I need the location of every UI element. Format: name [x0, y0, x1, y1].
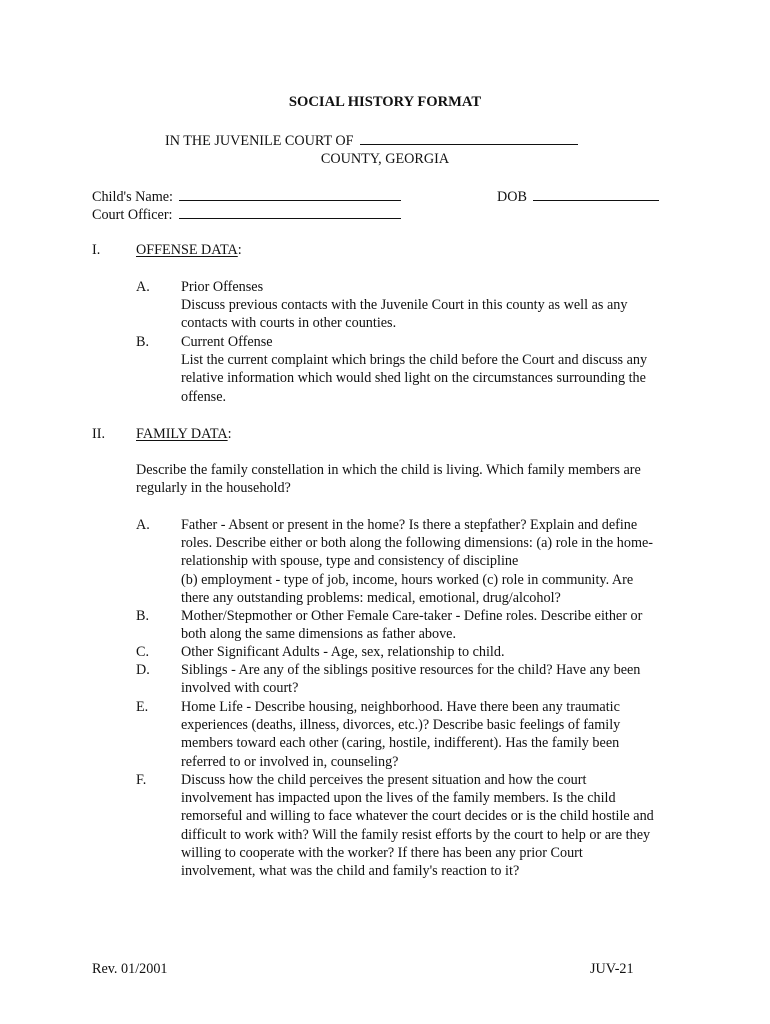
- court-officer-label: Court Officer:: [92, 207, 173, 223]
- item-line: involvement, what was the child and family's reaction to it?: [181, 863, 520, 880]
- court-officer-blank[interactable]: [179, 205, 401, 219]
- item-line: relationship with spouse, type and consistency of discipline: [181, 553, 519, 570]
- child-name-label: Child's Name:: [92, 189, 173, 205]
- section-2-item-d-letter: D.: [136, 662, 150, 678]
- item-line: involvement has impacted upon the lives of the family members. Is the child: [181, 790, 616, 807]
- item-line: relative information which would shed light on the circumstances surrounding the: [181, 370, 646, 387]
- item-line: Home Life - Describe housing, neighborhood. Have there been any traumatic: [181, 699, 620, 715]
- section-2-item-a-text: [181, 516, 701, 607]
- section-1-item-a-text: [181, 278, 701, 333]
- child-name-field: [92, 187, 401, 206]
- court-label: IN THE JUVENILE COURT OF: [165, 133, 354, 149]
- item-line: members toward each other (caring, hostile, indifferent). Has the family been: [181, 735, 620, 752]
- section-1-heading: OFFENSE DATA:: [136, 242, 242, 258]
- item-line: Siblings - Are any of the siblings positive resources for the child? Have any been: [181, 662, 641, 678]
- section-2-item-b-letter: B.: [136, 608, 150, 624]
- section-1-item-b-text: [181, 333, 701, 406]
- section-2-number: II.: [92, 426, 105, 442]
- item-line: both along the same dimensions as father above.: [181, 626, 457, 643]
- court-name-line: [165, 131, 578, 150]
- dob-label: DOB: [497, 189, 527, 205]
- item-line: contacts with courts in other counties.: [181, 315, 397, 332]
- section-2-item-c-text: [181, 643, 701, 661]
- document-title: SOCIAL HISTORY FORMAT: [288, 94, 482, 110]
- section-1-number: I.: [92, 242, 101, 258]
- item-line: Current Offense: [181, 334, 273, 350]
- item-line: Mother/Stepmother or Other Female Care-taker - Define roles. Describe either or: [181, 608, 643, 624]
- item-line: remorseful and willing to face whatever the court decides or is the child hostile and: [181, 808, 654, 825]
- item-line: (b) employment - type of job, income, hours worked (c) role in community. Are: [181, 571, 634, 588]
- child-name-blank[interactable]: [179, 187, 401, 201]
- court-county-line: COUNTY, GEORGIA: [320, 151, 450, 167]
- item-line: Discuss how the child perceives the present situation and how the court: [181, 772, 587, 788]
- item-line: involved with court?: [181, 680, 299, 697]
- section-2-heading-text: FAMILY DATA: [136, 426, 228, 442]
- item-line: Discuss previous contacts with the Juvenile Court in this county as well as any: [181, 297, 628, 314]
- section-2-item-d-text: [181, 661, 701, 697]
- dob-blank[interactable]: [533, 187, 659, 201]
- item-line: offense.: [181, 388, 227, 405]
- section-2-intro: [136, 461, 701, 497]
- court-officer-field: [92, 205, 401, 224]
- item-line: roles. Describe either or both along the following dimensions: (a) role in the home-: [181, 535, 654, 552]
- section-2-item-b-text: [181, 607, 701, 643]
- section-2-item-a-letter: A.: [136, 517, 150, 533]
- intro-line: Describe the family constellation in which the child is living. Which family members are: [136, 462, 641, 478]
- form-number: JUV-21: [590, 961, 634, 977]
- item-line: Father - Absent or present in the home? Is there a stepfather? Explain and define: [181, 517, 638, 533]
- item-line: Other Significant Adults - Age, sex, relationship to child.: [181, 644, 505, 660]
- item-line: willing to cooperate with the worker? If there has been any prior Court: [181, 844, 583, 861]
- section-2-heading: FAMILY DATA:: [136, 426, 232, 442]
- dob-field: [497, 187, 659, 206]
- item-line: there any outstanding problems: medical, emotional, drug/alcohol?: [181, 589, 561, 606]
- item-line: experiences (deaths, illness, divorces, etc.)? Describe basic feelings of family: [181, 717, 621, 734]
- section-1-item-a-letter: A.: [136, 279, 150, 295]
- section-1-item-b-letter: B.: [136, 334, 150, 350]
- item-line: Prior Offenses: [181, 279, 264, 295]
- court-name-blank[interactable]: [360, 131, 578, 145]
- revision-label: Rev. 01/2001: [92, 961, 168, 977]
- item-line: difficult to work with? Will the family resist efforts by the court to help or are they: [181, 826, 651, 843]
- item-line: referred to or involved in, counseling?: [181, 753, 399, 770]
- section-2-item-f-letter: F.: [136, 772, 147, 788]
- section-2-item-f-text: [181, 771, 701, 880]
- section-2-item-c-letter: C.: [136, 644, 150, 660]
- section-2-item-e-letter: E.: [136, 699, 149, 715]
- intro-line: regularly in the household?: [136, 480, 291, 497]
- item-line: List the current complaint which brings the child before the Court and discuss any: [181, 352, 648, 369]
- section-2-item-e-text: [181, 698, 701, 771]
- section-1-heading-text: OFFENSE DATA: [136, 242, 238, 258]
